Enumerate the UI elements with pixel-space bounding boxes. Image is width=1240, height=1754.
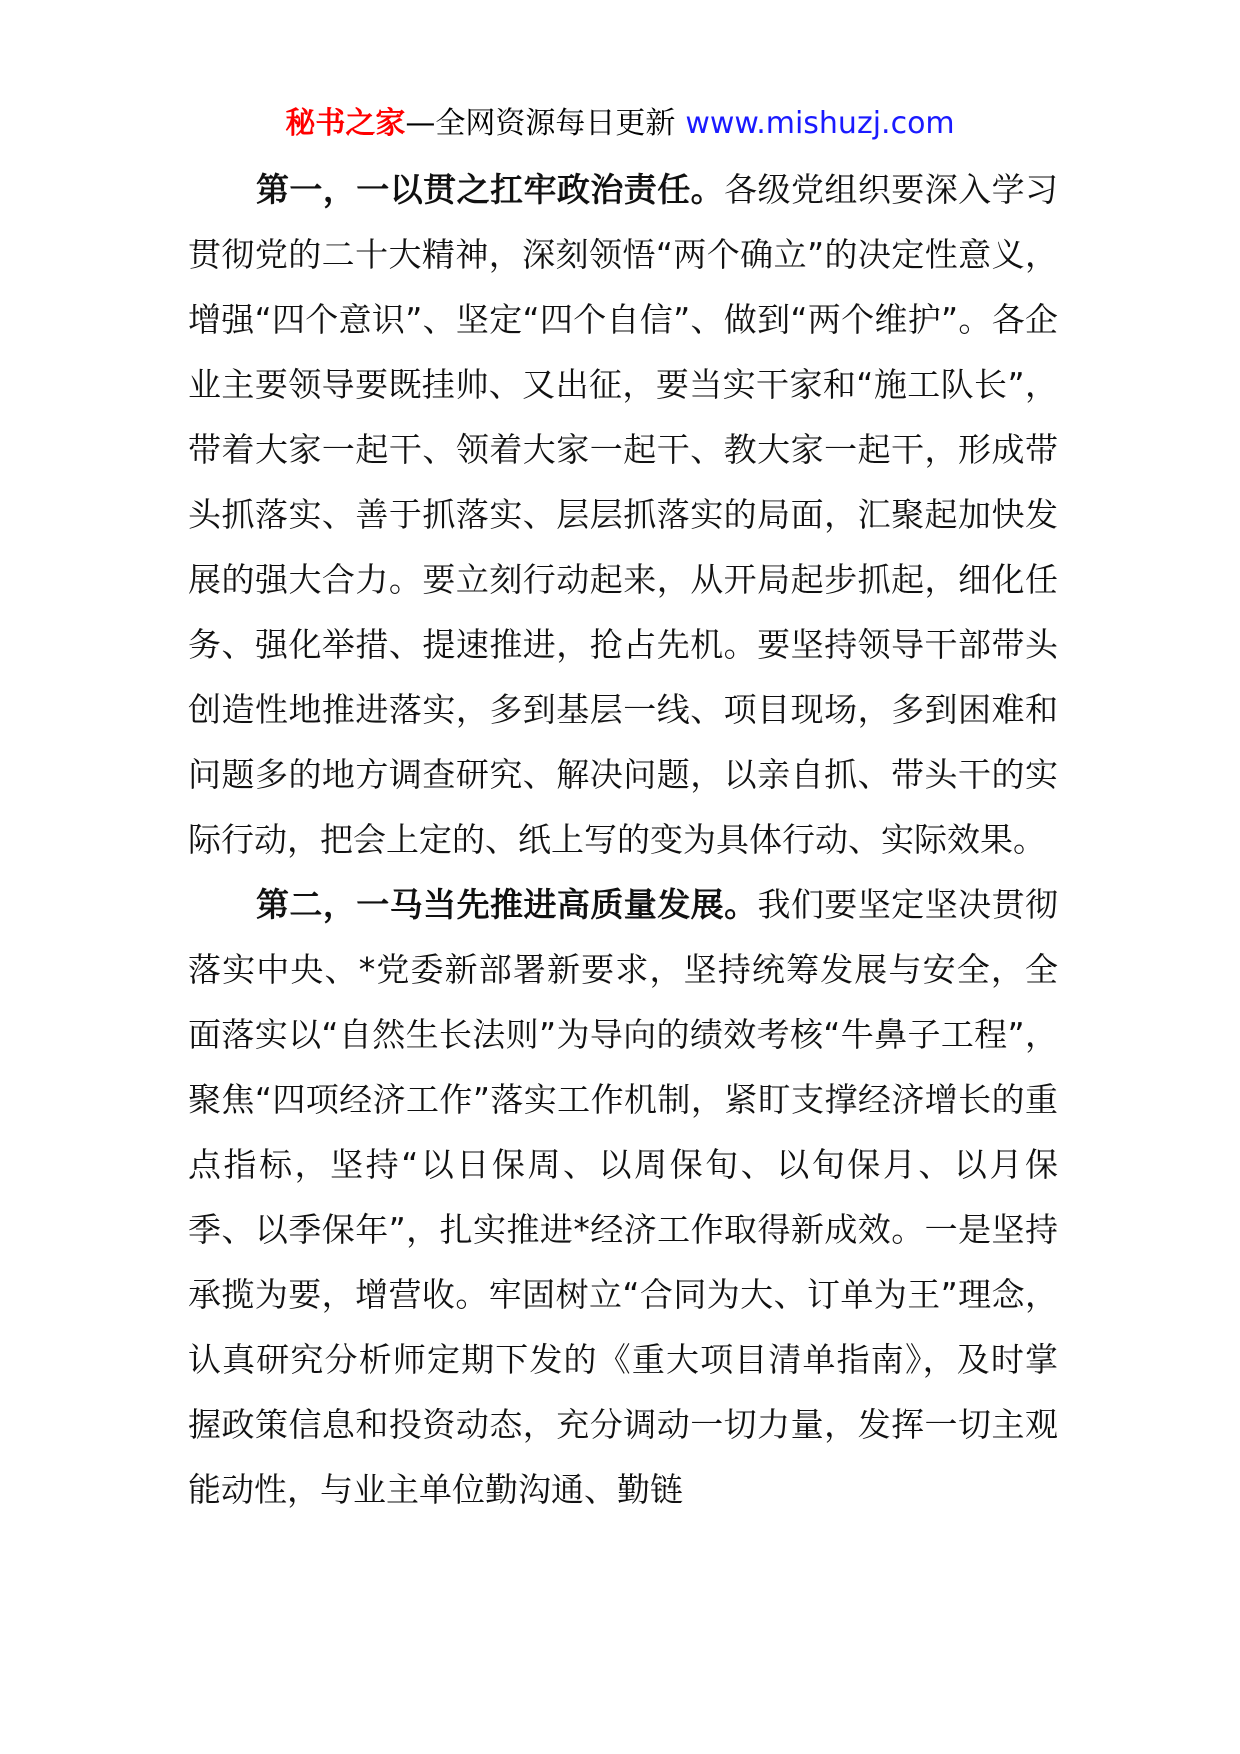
- site-url-link[interactable]: www.mishuzj.com: [685, 106, 955, 141]
- paragraph-2: [188, 872, 1058, 1522]
- header-tagline: —全网资源每日更新: [405, 106, 676, 141]
- paragraph-1-heading: 第一，一以贯之扛牢政治责任。: [256, 170, 725, 209]
- page-header: [0, 104, 1240, 144]
- brand-name: 秘书之家: [285, 106, 406, 141]
- paragraph-2-text: 我们要坚定坚决贯彻落实中央、*党委新部署新要求，坚持统筹发展与安全，全面落实以“自然生长法则”为导向的绩效考核“牛鼻子工程”，聚焦“四项经济工作”落实工作机制，紧盯支撑经济增长的重点指标，坚持“以日保周、以周保旬、以旬保月、以月保季、以季保年”，扎实推进*经济工作取得新成效。一是坚持承揽为要，增营收。牢固树立“合同为大、订单为王”理念，认真研究分析师定期下发的《重大项目清单指南》，及时掌握政策信息和投资动态，充分调动一切力量，发挥一切主观能动性，与业主单位勤沟通、勤链: [188, 885, 1059, 1509]
- paragraph-2-heading: 第二，一马当先推进高质量发展。: [256, 885, 758, 924]
- paragraph-1-text: 各级党组织要深入学习贯彻党的二十大精神，深刻领悟“两个确立”的决定性意义，增强“四个意识”、坚定“四个自信”、做到“两个维护”。各企业主要领导要既挂帅、又出征，要当实干家和“施工队长”，带着大家一起干、领着大家一起干、教大家一起干，形成带头抓落实、善于抓落实、层层抓落实的局面，汇聚起加快发展的强大合力。要立刻行动起来，从开局起步抓起，细化任务、强化举措、提速推进，抢占先机。要坚持领导干部带头创造性地推进落实，多到基层一线、项目现场，多到困难和问题多的地方调查研究、解决问题，以亲自抓、带头干的实际行动，把会上定的、纸上写的变为具体行动、实际效果。: [188, 170, 1059, 859]
- document-body: [188, 157, 1058, 1522]
- paragraph-1: [188, 157, 1058, 872]
